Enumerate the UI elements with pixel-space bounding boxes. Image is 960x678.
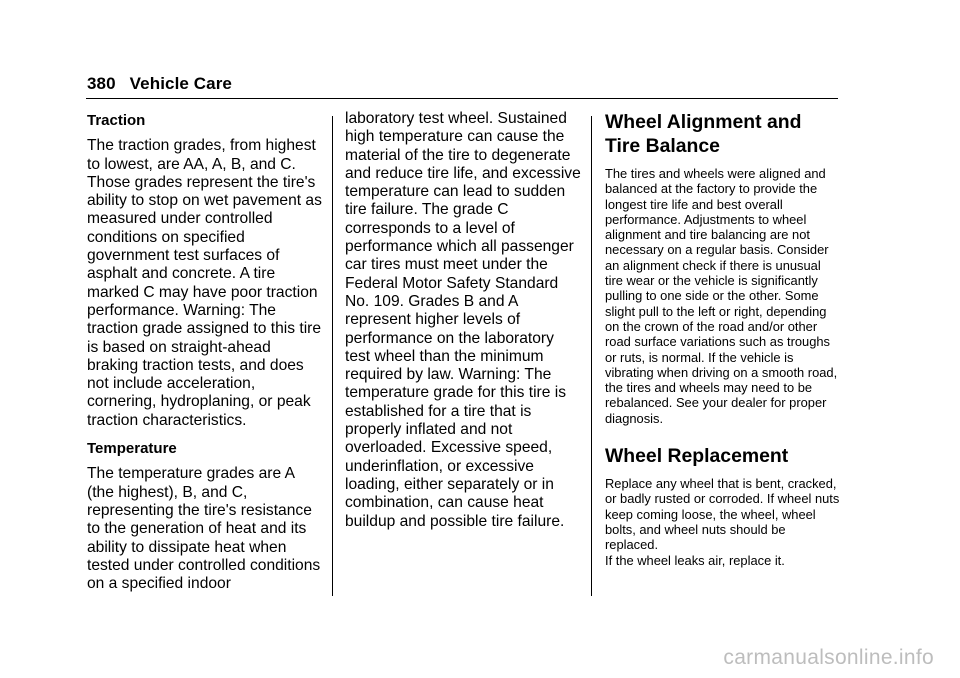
column-3 [605,110,841,568]
page-number: 380 [87,74,116,93]
temperature-continued-paragraph: laboratory test wheel. Sustained high temperature can cause the material of the tire to degenerate and reduce tire life, and excessive temperature can lead to sudden tire failure. The grade C corresponds to a level of performance which all passenger car tires must meet under the Federal Motor Safety Standard No. 109. Grades B and A represent higher levels of performance on the laboratory test wheel than the minimum required by law. Warning: The temperature grade for this tire is established for a tire that is properly inflated and not overloaded. Excessive speed, underinflation, or excessive loading, either separately or in combination, can cause heat buildup and possible tire failure. [345,110,581,530]
page-header [87,74,232,94]
wheel-replacement-heading: Wheel Replacement [605,445,789,468]
section-title: Vehicle Care [129,74,232,93]
traction-paragraph: The traction grades, from highest to lowest, are AA, A, B, and C. Those grades represent the tire's ability to stop on wet pavement as measured under controlled conditions on specified government test surfaces of asphalt and concrete. A tire marked C may have poor traction performance. Warning: The traction grade assigned to this tire is based on straight-ahead braking traction tests, and does not include acceleration, cornering, hydroplaning, or peak traction characteristics. [87,137,322,429]
wheel-alignment-paragraph: The tires and wheels were aligned and balanced at the factory to provide the longest tire life and best overall performance. Adjustments to wheel alignment and tire balancing are not necessary on a regular basis. Consider an alignment check if there is unusual tire wear or the vehicle is significantly pulling to one side or the other. Some slight pull to the left or right, depending on the crown of the road and/or other road surface variations such as troughs or ruts, is normal. If the vehicle is vibrating when driving on a smooth road, the tires and wheels may need to be rebalanced. See your dealer for proper diagnosis. [605,166,838,426]
temperature-heading: Temperature [87,440,177,458]
column-divider-2 [591,116,592,596]
site-watermark: carmanualsonline.info [723,646,934,669]
column-divider-1 [332,116,333,596]
column-2 [345,110,581,531]
traction-heading: Traction [87,112,146,129]
wheel-alignment-heading: Wheel Alignment and Tire Balance [605,111,802,157]
wheel-replacement-paragraph: Replace any wheel that is bent, cracked, or badly rusted or corroded. If wheel nuts keep coming loose, the wheel, wheel bolts, and wheel nuts should be replaced. [605,476,840,553]
temperature-paragraph: The temperature grades are A (the highest), B, and C, representing the tire's resistance to the generation of heat and its ability to dissipate heat when tested under controlled conditions on a specified indoor [87,465,321,593]
header-rule [86,98,838,99]
column-1 [87,112,325,603]
wheel-leak-paragraph: If the wheel leaks air, replace it. [605,552,785,568]
